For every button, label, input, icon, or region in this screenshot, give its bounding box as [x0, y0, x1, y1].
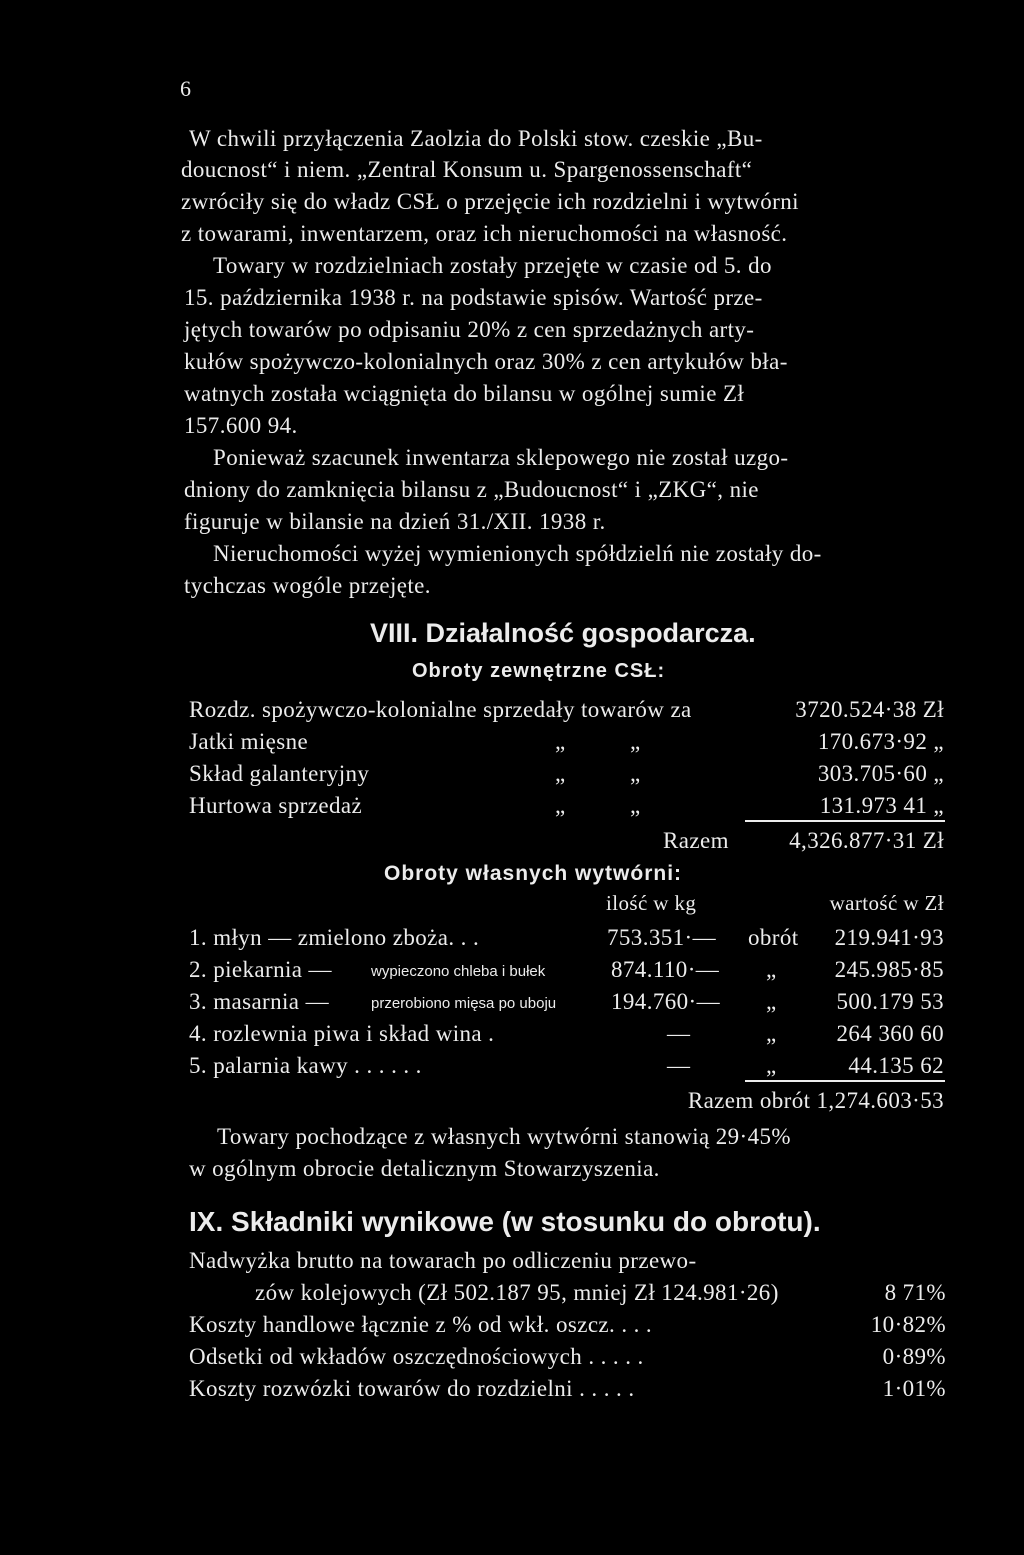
component-label: zów kolejowych (Zł 502.187 95, mniej Zł 124.981·26)	[255, 1280, 779, 1305]
own-share-line: w ogólnym obrocie detalicznym Stowarzyszenia.	[189, 1156, 660, 1181]
ditto-mark: „	[555, 761, 566, 786]
text-line: zwróciły się do władz CSŁ o przejęcie ich rozdzielni i wytwórni	[181, 189, 799, 214]
own-share-line: Towary pochodzące z własnych wytwórni stanowią 29·45%	[217, 1124, 791, 1149]
text-line: W chwili przyłączenia Zaolzia do Polski stow. czeskie „Bu-	[189, 126, 763, 151]
plant-name: 4. rozlewnia piwa i skład wina .	[189, 1021, 495, 1046]
own-plants-heading: Obroty własnych wytwórni:	[384, 862, 683, 885]
ditto-mark: „	[630, 793, 641, 818]
component-value: 8 71%	[884, 1280, 946, 1305]
page-number: 6	[180, 76, 191, 101]
component-label: Koszty rozwózki towarów do rozdzielni . . . . .	[189, 1376, 635, 1401]
row-label: Rozdz. spożywczo-kolonialne sprzedały towarów za	[189, 697, 692, 722]
text-line: kułów spożywczo-kolonialnych oraz 30% z cen artykułów bła-	[184, 349, 788, 374]
text-line: watnych została wciągnięta do bilansu w ogólnej sumie Zł	[184, 381, 745, 406]
section-heading-viii: VIII. Działalność gospodarcza.	[370, 618, 756, 648]
plant-quantity: 874.110·—	[611, 957, 720, 982]
component-value: 1·01%	[882, 1376, 946, 1401]
plant-quantity: 194.760·—	[611, 989, 721, 1014]
plant-value: 500.179 53	[836, 989, 944, 1014]
turnover-label: „	[766, 957, 777, 982]
plant-name: 2. piekarnia —	[189, 957, 332, 982]
plant-value: 245.985·85	[834, 957, 944, 982]
ditto-mark: „	[555, 729, 566, 754]
turnover-label: „	[766, 1053, 777, 1078]
text-line: Towary w rozdzielniach zostały przejęte w czasie od 5. do	[213, 253, 772, 278]
section-heading-ix: IX. Składniki wynikowe (w stosunku do obrotu).	[189, 1206, 821, 1237]
text-line: doucnost“ i niem. „Zentral Konsum u. Spargenossenschaft“	[181, 157, 753, 182]
row-label: Hurtowa sprzedaż	[189, 793, 363, 818]
text-line: dniony do zamknięcia bilansu z „Budoucnost“ i „ZKG“, nie	[184, 477, 759, 502]
component-value: 0·89%	[882, 1344, 946, 1369]
text-line: z towarami, inwentarzem, oraz ich nieruchomości na własność.	[181, 221, 788, 246]
component-label: Odsetki od wkładów oszczędnościowych . . . . .	[189, 1344, 644, 1369]
external-turnover-subheading: Obroty zewnętrzne CSŁ:	[412, 660, 666, 682]
sum-rule	[745, 1080, 945, 1082]
plant-name: 1. młyn — zmielono zboża. . .	[189, 925, 480, 950]
plant-quantity: —	[667, 1021, 691, 1046]
text-line: Ponieważ szacunek inwentarza sklepowego nie został uzgo-	[213, 445, 789, 470]
text-line: jętych towarów po odpisaniu 20% z cen sprzedażnych arty-	[184, 317, 755, 342]
text-line: figuruje w bilansie na dzień 31./XII. 1938 r.	[184, 509, 606, 534]
plant-value: 219.941·93	[834, 925, 944, 950]
plant-value: 44.135 62	[848, 1053, 944, 1078]
turnover-label: „	[766, 989, 777, 1014]
row-value: 3720.524·38 Zł	[795, 697, 944, 722]
row-value: 170.673·92 „	[817, 729, 944, 754]
total-value: 4,326.877·31 Zł	[789, 828, 944, 853]
component-value: 10·82%	[870, 1312, 946, 1337]
turnover-label: „	[766, 1021, 777, 1046]
turnover-label: obrót	[748, 925, 799, 950]
text-line: Nieruchomości wyżej wymienionych spółdzielń nie zostały do-	[213, 541, 822, 566]
component-label: Koszty handlowe łącznie z % od wkł. oszcz. . . .	[189, 1312, 653, 1337]
text-line: tychczas wogóle przejęte.	[184, 573, 431, 598]
column-header-value: wartość w Zł	[829, 891, 944, 915]
plant-name: 5. palarnia kawy . . . . . .	[189, 1053, 422, 1078]
plant-detail: przerobiono mięsa po uboju	[371, 995, 557, 1012]
own-plants-total: Razem obrót 1,274.603·53	[687, 1088, 944, 1113]
row-label: Jatki mięsne	[189, 729, 309, 754]
row-label: Skład galanteryjny	[189, 761, 370, 786]
row-value: 131.973 41 „	[819, 793, 944, 818]
plant-detail: wypieczono chleba i bułek	[371, 963, 546, 980]
column-header-quantity: ilość w kg	[606, 891, 697, 915]
ditto-mark: „	[630, 761, 641, 786]
plant-quantity: 753.351·—	[607, 925, 717, 950]
plant-quantity: —	[667, 1053, 691, 1078]
ditto-mark: „	[630, 729, 641, 754]
ditto-mark: „	[555, 793, 566, 818]
text-line: 157.600 94.	[184, 413, 298, 438]
plant-name: 3. masarnia —	[189, 989, 329, 1014]
text-line: 15. października 1938 r. na podstawie spisów. Wartość prze-	[184, 285, 763, 310]
plant-value: 264 360 60	[836, 1021, 944, 1046]
component-label: Nadwyżka brutto na towarach po odliczeniu przewo-	[189, 1248, 697, 1273]
total-label: Razem	[663, 828, 729, 853]
sum-rule	[745, 820, 945, 822]
row-value: 303.705·60 „	[817, 761, 944, 786]
